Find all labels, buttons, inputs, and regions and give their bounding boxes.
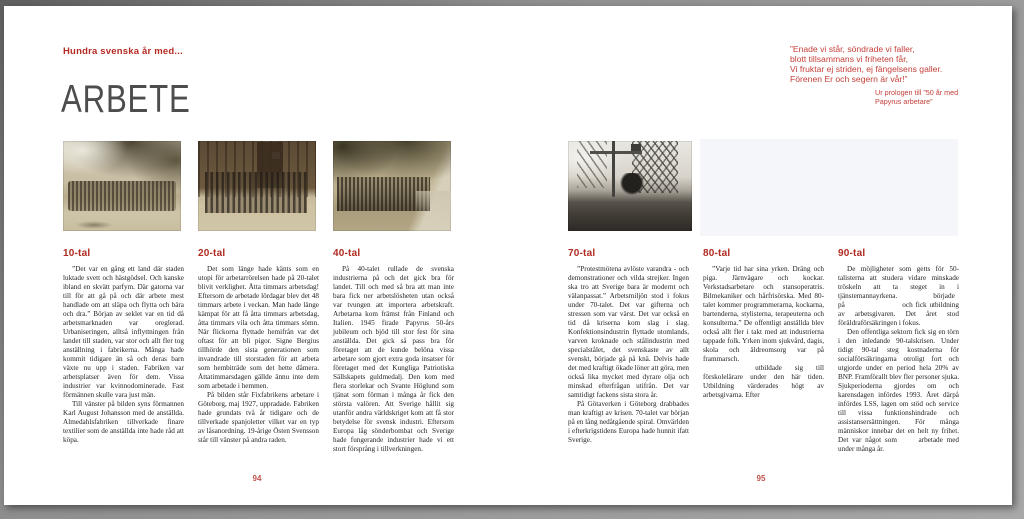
book-page-spread bbox=[4, 6, 1012, 505]
quote-attribution bbox=[875, 88, 1015, 106]
column-20-tal bbox=[198, 248, 319, 445]
body-paragraph: ”Det var en gång ett land där staden luktade svett och hästgödsel. Och kanske ibland en skvätt parfym. Där gatorna var till för att gå på och där arbete mest handlade om att släpa och flytta och bära och dra.” Början av seklet var en tid då arbetsmarknaden var oreglerad. Urbaniseringen, alltså inflyttningen från landet till staden, var stor och allt fler tog anställning i fabrikerna. Många hade kommit tidigare än så och deras barn växte nu upp i staden. Fabriken var arbetsplatser även för dem. Vissa industrier var kvinnodominerade. Fast förmännen skulle vara just män. bbox=[63, 265, 184, 399]
body-paragraph: utbildade sig till förskolelärare under den här tiden. Utbildning värderades högt av arbetsgivarna. Efter bbox=[703, 364, 824, 399]
photo-1970s-gotaverken-shipyard bbox=[568, 141, 692, 231]
body-paragraph: På bilden står Fixfabrikens arbetare i Göteborg, maj 1927, uppradade. Fabriken hade grundats två år tidigare och de tillverkade spanjoletter vilket var en typ av låsanordning. 19-årige Östen Svensson står till vänster på andra raden. bbox=[198, 391, 319, 444]
body-paragraph: Till vänster på bilden syns förmannen Karl August Johansson med de anställda. Almedahlsfabriken tillverkade finare textilier som de anställda inte hade råd att köpa. bbox=[63, 400, 184, 444]
body-paragraph: ”Protestmötena avlöste varandra - och demonstrationer och vilda strejker. Ingen ska tro att Sverige bara är modernt och välanpassat.” Arbetsmiljön stod i fokus under 70-talet. Det var gifterna och stressen som var värst. Det var också en tid då kriserna kom slag i slag. Konfektionsindustrin flyttade utomlands, varven kroknade och stålindustrin med specialstålet, det svenskaste av allt svenskt, började gå på knä. Delvis hade det med kraftigt ökade löner att göra, men också lika mycket med dyrare olja och minskad efterfrågan utifrån. Det var samtidigt fackens sista stora år. bbox=[568, 265, 689, 399]
body-paragraph: Det som länge hade känts som en utopi för arbetarrörelsen hade på 20-talet blivit verklighet. Åtta timmars arbetsdag! Eftersom de arbetade lördagar blev det 48 timmars arbete i veckan. Man hade länge kämpat för att få åtta timmars arbetsdag, åtta timmars vila och åtta timmars sömn. När flickorna flyttade hemifrån var det oftast för att bli pigor. Signe Bergius tillhörde den sista generationen som invandrade till storstaden för att arbeta som hembiträde som det hette dåmera. Åttatimmarsdagen gällde ännu inte dem som arbetade i hemmen. bbox=[198, 265, 319, 390]
decade-heading: 20-tal bbox=[198, 248, 226, 259]
page-number-left: 94 bbox=[252, 474, 262, 483]
photo-1920s-fixfabriken-workers bbox=[198, 141, 316, 231]
body-paragraph: På Götaverken i Göteborg drabbades man kraftigt av krisen. 70-talet var början på en lång nedåtgående spiral. Omvärlden i efterkrigstidens Europa hade hunnit ifatt Sverige. bbox=[568, 400, 689, 444]
body-paragraph: De möjligheter som getts för 50-talisterna att studera vidare minskade tröskeln att ta steget in i tjänstemannayrkena. började på och fick utbildning av arbetsgivaren. Det året stod föräldraförsäkringen i fokus. bbox=[838, 265, 959, 327]
series-title: Hundra svenska år med... bbox=[63, 46, 183, 57]
column-70-tal bbox=[568, 248, 689, 445]
column-40-tal bbox=[333, 248, 454, 454]
decade-heading: 70-tal bbox=[568, 248, 596, 259]
body-paragraph: ”Varje tid har sina yrken. Dräng och piga. Järnvägare och kockar. Verkstadsarbetare och stansoperatris. Bilmekaniker och hårfrisörska. Med 80-talet kommer programmerarna, kockarna, bartenderna, stylisterna, terapeuterna och konsulterna.” De offentligt anställda blev också allt fler i takt med att industrierna tappade folk. Yrken inom sjukvård, dagis, skola och äldreomsorg var på frammarsch. bbox=[703, 265, 824, 363]
column-10-tal bbox=[63, 248, 184, 445]
quote-block bbox=[790, 44, 1015, 106]
decade-heading: 90-tal bbox=[838, 248, 866, 259]
decade-heading: 40-tal bbox=[333, 248, 361, 259]
quote-line: ”Enade vi står, söndrade vi faller, bbox=[790, 44, 915, 54]
page-number-right: 95 bbox=[756, 474, 766, 483]
quote-line: blott tillsammans vi friheten får, bbox=[790, 54, 908, 64]
photo-1940s-papyrus-crowd bbox=[333, 141, 451, 231]
body-paragraph: På 40-talet rullade de svenska industrierna på och det gick bra för landet. Till och med så bra att man inte bara fick ner arbetslösheten utan också var tvungen att importera arbetskraft. Arbetarna kom främst från Finland och Italien. 1945 firade Papyrus 50-års jubileum och bjöd till stor fest för sina anställda. Det gick så pass bra för företaget att de kunde belöna vissa arbetare som gjort extra goda insatser för företaget med det Kungliga Patriotiska Sällskapets guldmedalj. Den kom med flera storlekar och Svante Höglund som tjänat som förman i många år fick den största valören. Att Sverige hållit sig utanför andra världskriget kom att få stor betydelse för svensk industri. Eftersom Europa låg sönderbombat och Sverige hade fungerande industrier hade vi ett stort försprång i tillverkningen. bbox=[333, 265, 454, 453]
quote-line: Vi fruktar ej striden, ej fängelsens galler. bbox=[790, 64, 943, 74]
photo-1910s-almedahl-workers bbox=[63, 141, 181, 231]
body-paragraph: Den offentliga sektorn fick sig en törn i den inledande 90-talskrisen. Under tidigt 90-tal steg kostnaderna för socialförsäkringarna otroligt fort och utgjorde under en period hela 20% av BNP. Framförallt blev fler personer sjuka. Sjukperioderna gjordes om och karensdagen infördes 1993. Året därpå infördes LSS, lagen om stöd och service till vissa funktionshindrade och assistansersättningen. För många människor innebar det en helt ny frihet. Det var något som arbetade med under många år. bbox=[838, 328, 959, 453]
column-90-tal bbox=[838, 248, 959, 454]
chapter-title: ARBETE bbox=[61, 78, 191, 121]
quote-attribution-line: Ur prologen till ”50 år med bbox=[875, 88, 959, 97]
blank-image-area bbox=[700, 139, 958, 236]
quote-line: Förenen Er och segern är vår!” bbox=[790, 74, 908, 84]
quote-attribution-line: Papyrus arbetare” bbox=[875, 97, 933, 106]
decade-heading: 80-tal bbox=[703, 248, 731, 259]
decade-heading: 10-tal bbox=[63, 248, 91, 259]
column-80-tal bbox=[703, 248, 824, 400]
